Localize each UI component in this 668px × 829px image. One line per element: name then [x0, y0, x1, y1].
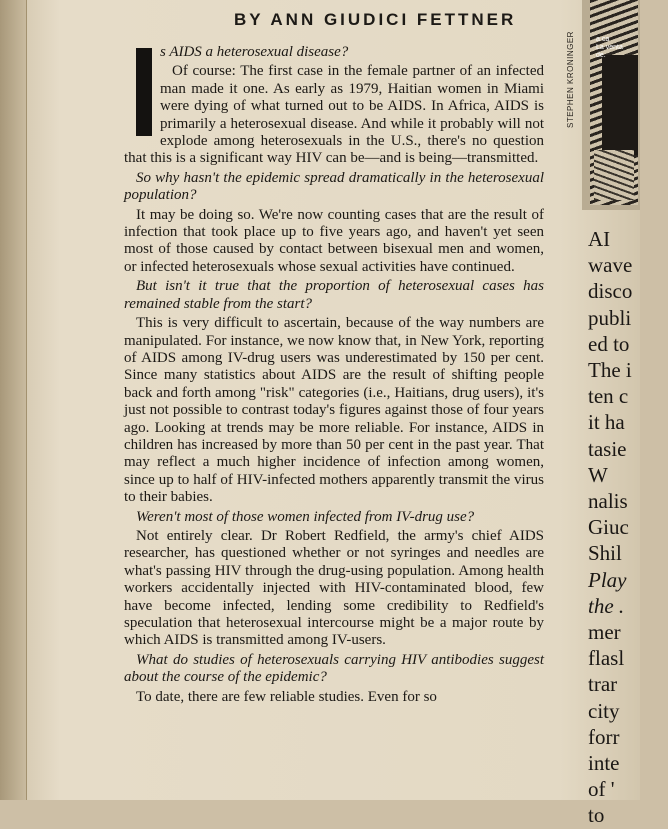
side-column-line: wave — [588, 253, 633, 278]
side-column-line: mer — [588, 620, 621, 645]
photo-caption: a ca La venta de. — [596, 36, 623, 59]
adjacent-column-text — [588, 226, 668, 829]
interview-answer: This is very difficult to ascertain, because of the way numbers are manipulated. For instance, we now know that, in New York, reporting of AIDS among IV-drug users was underestimated by 150 per cent. Since many statistics about AIDS are the result of shifting people back and forth among "risk" categories (i.e., Haitians, drug users), it's just not possible to contrast today's figures against those of four years ago. Looking at trends may be more reliable. For instance, AIDS in children has increased by more than 50 per cent in the past year. That may reflect a much higher incidence of infection among women, since up to half of HIV-infected mothers apparently transmit the virus to their babies. — [124, 315, 544, 506]
interview-question: What do studies of heterosexuals carrying HIV antibodies suggest about the course of the epidemic? — [124, 651, 544, 686]
side-column-line: Play — [588, 567, 627, 592]
interview-question: So why hasn't the epidemic spread dramatically in the heterosexual population? — [124, 169, 544, 204]
page-fold-edge — [0, 0, 27, 800]
photo-credit: STEPHEN KRONINGER — [566, 31, 575, 128]
side-column-line: tasie — [588, 436, 627, 461]
side-column-line: forr — [588, 724, 620, 749]
side-column-line: of ' — [588, 777, 615, 802]
side-column-line: ten c — [588, 384, 629, 409]
side-column-line: Giuc — [588, 515, 629, 540]
drop-cap-I — [136, 48, 152, 136]
side-column-line: it ha — [588, 410, 625, 435]
interview-question: But isn't it true that the proportion of heterosexual cases has remained stable from the start? — [124, 278, 544, 312]
interview-question: Weren't most of those women infected from IV-drug use? — [136, 508, 475, 525]
interview-answer: To date, there are few reliable studies. Even for so — [136, 688, 437, 705]
interview-answer: Of course: The first case in the female partner of an infected man made it one. As early as 1979, Haitian women in Miami were dying of what turned out to be AIDS. In Africa, AIDS is primarily a heterosexual disease. And while it probably will not explode among heterosexuals in the U.S., there's no question that this is a significant way HIV can be—and is being—transmitted. — [124, 63, 544, 167]
side-column-line: The i — [588, 358, 632, 383]
side-column-line: inte — [588, 751, 620, 776]
side-column-line: publi — [588, 305, 632, 330]
side-column-line: AI — [588, 227, 611, 251]
side-column-line: city — [588, 698, 620, 723]
side-column-line: W — [588, 462, 608, 487]
article-body — [124, 44, 544, 708]
side-column-line: to — [588, 803, 605, 828]
byline: BY ANN GIUDICI FETTNER — [234, 10, 517, 29]
side-column-line: flasl — [588, 646, 625, 671]
side-column-line: trar — [588, 672, 618, 697]
illustration-photo — [582, 0, 640, 210]
side-column-line: the . — [588, 593, 625, 618]
side-column-line: nalis — [588, 489, 628, 514]
article-paragraphs — [124, 63, 544, 706]
interview-answer: It may be doing so. We're now counting cases that are the result of infection that took place up to five years ago, and haven't yet seen most of those caused by contact between bisexual men and women, or infected heterosexuals whose sexual activities have continued. — [124, 206, 544, 275]
side-column-line: ed to — [588, 331, 630, 356]
interview-answer: Not entirely clear. Dr Robert Redfield, the army's chief AIDS researcher, has questioned whether or not syringes and needles are what's passing HIV through the drug-using population. Among health workers accidentally injected with HIV-contaminated blood, few have become infected, lending some credibility to Redfield's speculation that heterosexual intercourse might be a major route by which AIDS is transmitted among IV-users. — [124, 527, 544, 649]
first-question: s AIDS a heterosexual disease? — [124, 44, 544, 61]
side-column-line: Shil — [588, 541, 622, 566]
side-column-line: disco — [588, 279, 633, 304]
